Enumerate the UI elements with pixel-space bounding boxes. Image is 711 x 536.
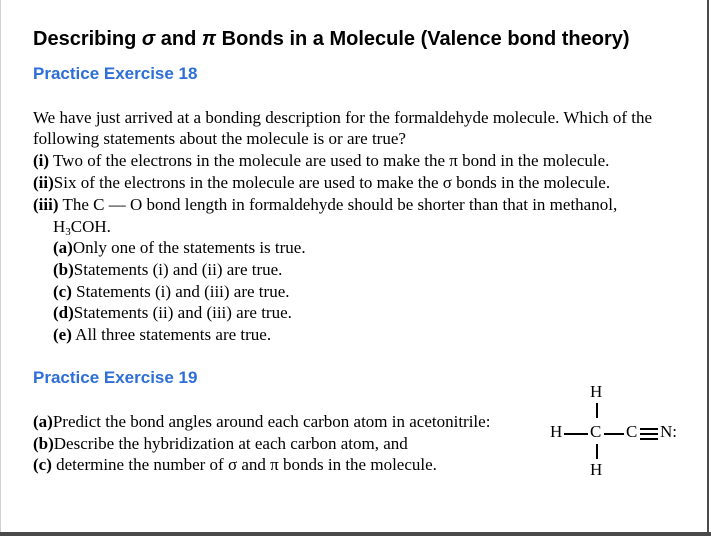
- acetonitrile-structure: [550, 382, 690, 482]
- statement-i: (i) Two of the electrons in the molecule are used to make the π bond in the molecule.: [33, 151, 610, 170]
- option-c: (c) Statements (i) and (iii) are true.: [53, 282, 290, 301]
- option-e: (e) All three statements are true.: [53, 325, 272, 344]
- option-d: (d)Statements (ii) and (iii) are true.: [53, 303, 292, 322]
- bond-c-n-3: [640, 438, 658, 440]
- page-title: Describing σ and π Bonds in a Molecule (Valence bond theory): [33, 28, 630, 50]
- methanol-formula: $H_3COH$.: [53, 217, 111, 238]
- part-b: (b)Describe the hybridization at each carbon atom, and: [33, 434, 408, 453]
- atom-c-1: C: [590, 422, 602, 441]
- atom-h-left: H: [550, 422, 563, 441]
- bond-c-h-bottom: [596, 444, 598, 459]
- exercise-18-intro-line-2: following statements about the molecule is or are true?: [33, 129, 406, 148]
- exercise-19-title: Practice Exercise 19: [33, 368, 198, 387]
- atom-h-bottom: H: [590, 460, 603, 479]
- atom-n: N:: [660, 422, 677, 441]
- part-a: (a)Predict the bond angles around each carbon atom in acetonitrile:: [33, 412, 491, 431]
- statement-iii: (iii) The C — O bond length in formaldehyde should be shorter than that in methanol,: [33, 195, 618, 214]
- bond-c-c: [604, 433, 624, 435]
- exercise-18-title: Practice Exercise 18: [33, 64, 198, 83]
- part-c: (c) determine the number of σ and π bonds in the molecule.: [33, 455, 437, 474]
- exercise-18-intro-line-1: We have just arrived at a bonding description for the formaldehyde molecule. Which of the: [33, 108, 653, 127]
- atom-h-top: H: [590, 382, 603, 401]
- statement-ii: (ii)Six of the electrons in the molecule are used to make the σ bonds in the molecule.: [33, 173, 611, 192]
- option-a: (a)Only one of the statements is true.: [53, 238, 306, 257]
- bottom-border: [0, 532, 711, 536]
- atom-c-2: C: [626, 422, 638, 441]
- bond-c-h-top: [596, 403, 598, 418]
- bond-c-n-2: [640, 433, 658, 435]
- bond-h-c: [564, 433, 588, 435]
- bond-c-n-1: [640, 428, 658, 430]
- option-b: (b)Statements (i) and (ii) are true.: [53, 260, 283, 279]
